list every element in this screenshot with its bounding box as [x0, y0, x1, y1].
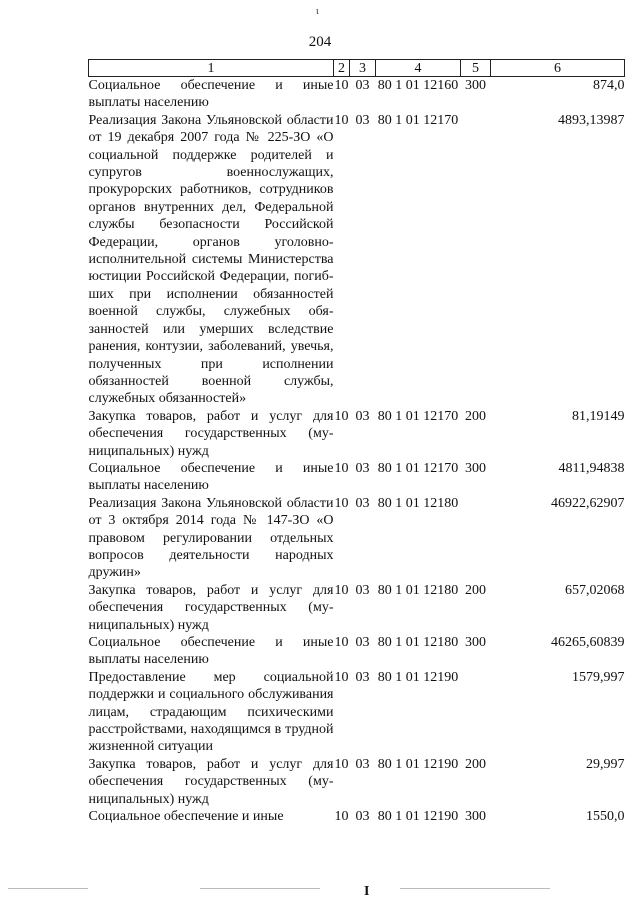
row-subsection: 03 [355, 112, 370, 128]
row-section: 10 [334, 809, 349, 825]
row-subsection: 03 [355, 809, 370, 825]
row-expense-type: 300 [465, 460, 486, 476]
row-expense-type: 300 [465, 809, 486, 825]
row-target-code: 80 1 01 12180 [377, 495, 459, 511]
row-amount: 1550,0 [586, 809, 625, 825]
table-row [89, 408, 625, 460]
table-row [89, 756, 625, 808]
row-section: 10 [334, 460, 349, 476]
row-amount: 46265,60839 [551, 635, 625, 650]
budget-table [88, 59, 625, 825]
row-amount: 4811,94838 [558, 460, 625, 476]
header-col-4: 4 [376, 60, 461, 77]
row-description: Социальное обеспечение и иные выплаты населению [88, 460, 334, 494]
row-amount: 874,0 [593, 78, 625, 93]
row-section: 10 [334, 669, 349, 685]
row-subsection: 03 [355, 408, 370, 424]
row-description: Реализация Закона Ульяновской области от 3 октября 2014 года № 147-ЗО «О правовом регулировании отдельных вопросов деятельности народных дружин» [88, 495, 334, 581]
table-row [89, 460, 625, 495]
row-target-code: 80 1 01 12190 [377, 756, 459, 772]
row-expense-type: 200 [465, 408, 486, 424]
row-expense-type [461, 112, 491, 408]
row-section: 10 [334, 112, 349, 128]
row-amount: 46922,62907 [551, 495, 625, 511]
page-number: 204 [308, 34, 332, 50]
row-description: Закупка товаров, работ и услуг для обеспечения государственных (муниципальных) нужд [88, 408, 334, 459]
top-scan-mark: ι [316, 6, 319, 17]
row-amount: 81,19149 [572, 408, 625, 424]
row-amount: 1579,997 [572, 669, 625, 685]
row-expense-type: 200 [465, 756, 486, 772]
header-col-2: 2 [334, 60, 350, 77]
row-amount: 29,997 [586, 756, 625, 772]
row-expense-type [461, 669, 491, 756]
table-row [89, 495, 625, 582]
header-col-1: 1 [89, 60, 334, 77]
header-col-6: 6 [491, 60, 625, 77]
row-target-code: 80 1 01 12170 [377, 112, 459, 128]
row-section: 10 [334, 756, 349, 772]
row-description: Социальное обеспечение и иные выплаты населению [88, 635, 334, 668]
row-target-code: 80 1 01 12190 [377, 809, 459, 825]
row-section: 10 [334, 635, 349, 650]
row-description: Закупка товаров, работ и услуг для обеспечения государственных (муниципальных) нужд [88, 756, 334, 807]
row-subsection: 03 [355, 582, 370, 598]
row-subsection: 03 [355, 460, 370, 476]
row-expense-type: 300 [465, 635, 486, 650]
bottom-scan-mark: I [364, 884, 370, 899]
row-target-code: 80 1 01 12180 [377, 582, 459, 598]
row-description: Закупка товаров, работ и услуг для обеспечения государственных (муниципальных) нужд [88, 582, 334, 633]
scan-noise-line [400, 888, 550, 889]
table-row [89, 582, 625, 634]
row-target-code: 80 1 01 12160 [377, 78, 459, 93]
row-description: Социальное обеспечение и иные выплаты населению [88, 78, 334, 111]
row-subsection: 03 [355, 495, 370, 511]
row-section: 10 [334, 495, 349, 511]
table-row [89, 634, 625, 669]
row-section: 10 [334, 78, 349, 93]
row-section: 10 [334, 582, 349, 598]
row-target-code: 80 1 01 12190 [377, 669, 459, 685]
row-subsection: 03 [355, 78, 370, 93]
row-expense-type [461, 495, 491, 582]
row-target-code: 80 1 01 12170 [377, 460, 459, 476]
row-target-code: 80 1 01 12170 [377, 408, 459, 424]
table-header-row [89, 60, 625, 77]
row-subsection: 03 [355, 756, 370, 772]
row-target-code: 80 1 01 12180 [377, 635, 459, 650]
row-description: Предоставление мер социальной поддержки и социального обслуживания лицам, страдающим психическими расстройствами, находящимся в трудной жизненной ситуации [88, 669, 334, 755]
scan-noise-line [200, 888, 320, 889]
row-section: 10 [334, 408, 349, 424]
table-row [89, 77, 625, 112]
header-col-3: 3 [350, 60, 376, 77]
row-subsection: 03 [355, 669, 370, 685]
table-row [89, 669, 625, 756]
row-expense-type: 200 [465, 582, 486, 598]
row-description: Реализация Закона Ульяновской области от 19 декабря 2007 года № 225-ЗО «О социальной поддержке родителей и супругов военнослужащих, прокурорских работников, сотрудников органов внутренних дел, Федеральной службы безопасности Российской Федерации, органов уголовно-исполнительной системы Министерства юстиции Российской Федерации, погибших при исполнении обязанностей военной службы, служебных обязанностей или умерших вследствие ранения, контузии, заболеваний, увечья, полученных при исполнении обязанностей военной службы, служебных обязанностей» [88, 112, 334, 407]
header-col-5: 5 [461, 60, 491, 77]
row-subsection: 03 [355, 635, 370, 650]
row-expense-type: 300 [465, 78, 486, 93]
table-row [89, 808, 625, 825]
table-row [89, 112, 625, 408]
row-amount: 657,02068 [565, 582, 625, 598]
scan-noise-line [8, 888, 88, 889]
row-description: Социальное обеспечение и иные [88, 809, 284, 825]
row-amount: 4893,13987 [558, 112, 625, 128]
